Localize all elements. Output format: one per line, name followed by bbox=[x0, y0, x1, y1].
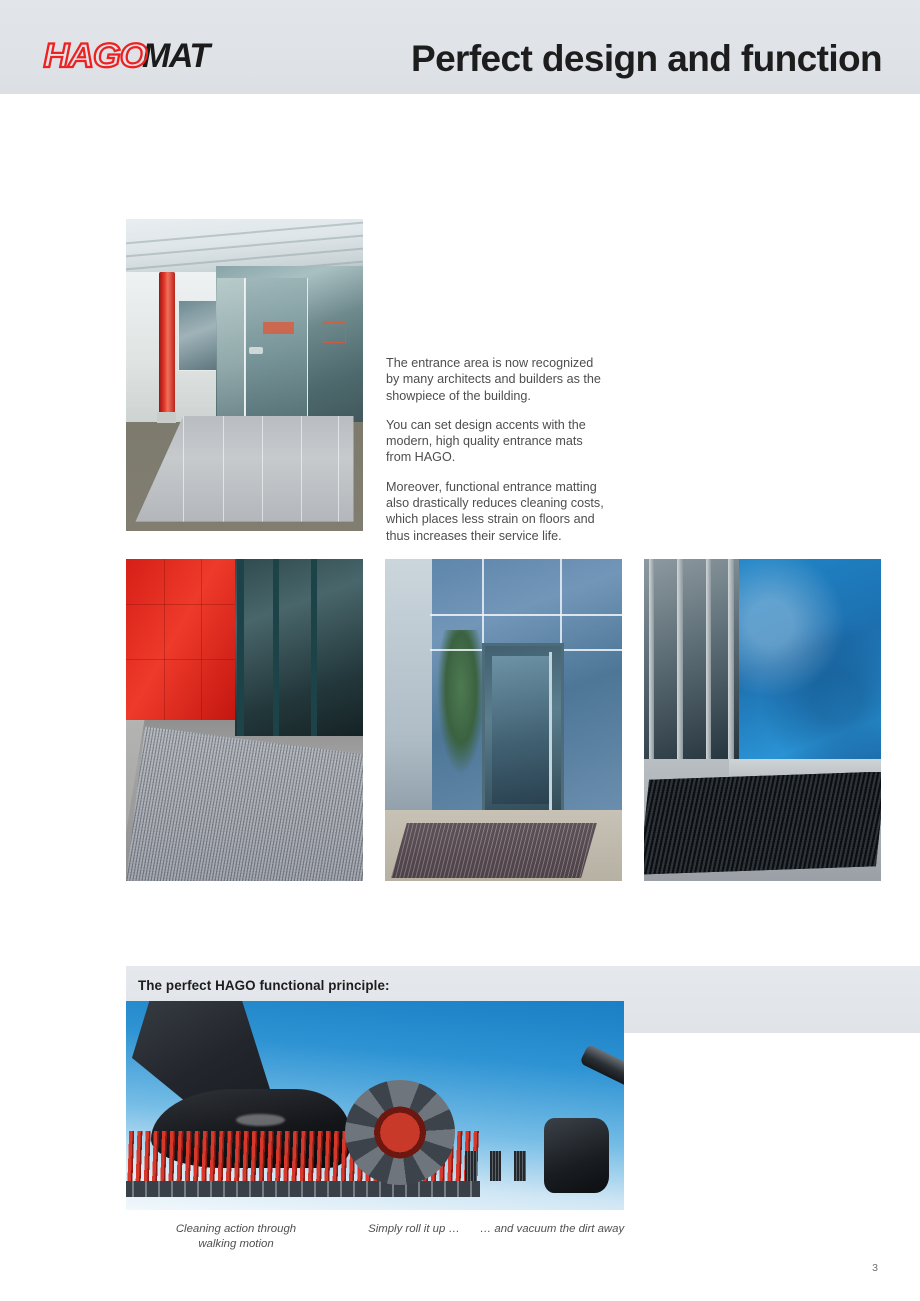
photo-layer-mullion-2 bbox=[273, 559, 279, 736]
photo-layer-door-glazing bbox=[492, 656, 549, 804]
photo-layer-entrance-mat bbox=[391, 823, 596, 878]
principle-title: The perfect HAGO functional principle: bbox=[138, 978, 390, 993]
photo-layer-frame-2 bbox=[677, 559, 683, 778]
hagomat-logo bbox=[43, 37, 209, 75]
photo-layer-glass-front bbox=[235, 559, 363, 736]
photo-blue-door bbox=[385, 559, 622, 881]
page-title: Perfect design and function bbox=[410, 38, 882, 79]
photo-layer-red-pillar bbox=[159, 272, 175, 422]
photo-layer-frame-3 bbox=[706, 559, 712, 778]
photo-layer-mullion-3 bbox=[311, 559, 317, 736]
intro-paragraph-2: You can set design accents with the modern, high quality entrance mats from HAGO. bbox=[386, 417, 586, 465]
photo-layer-door-handle bbox=[249, 347, 263, 354]
photo-layer-notice-frame bbox=[323, 322, 346, 343]
photo-layer-loose-strip-3 bbox=[514, 1151, 526, 1180]
photo-layer-plant bbox=[437, 630, 484, 775]
photo-layer-side-glass bbox=[217, 278, 245, 422]
principle-caption-1: Cleaning action through walking motion bbox=[175, 1223, 297, 1250]
intro-text-block bbox=[386, 355, 608, 544]
photo-layer-rolled-mat bbox=[345, 1080, 455, 1185]
photo-layer-pillar-base bbox=[157, 412, 176, 423]
photo-layer-red-facade bbox=[126, 559, 240, 720]
photo-layer-sliding-door bbox=[644, 559, 739, 778]
intro-paragraph-1: The entrance area is now recognized by many architects and builders as the showpiece of the building. bbox=[386, 356, 601, 403]
principle-caption-3: … and vacuum the dirt away bbox=[479, 1223, 625, 1235]
photo-layer-mullion-1 bbox=[237, 559, 243, 736]
photo-hago-functional-principle bbox=[126, 1001, 624, 1210]
photo-layer-mat-base-profiles bbox=[126, 1181, 480, 1198]
photo-layer-door-sign bbox=[263, 322, 294, 334]
page-header bbox=[0, 0, 920, 94]
logo-hago-text: HAGO bbox=[43, 37, 147, 75]
photo-blue-wall bbox=[644, 559, 881, 881]
photo-layer-open-grid-mat bbox=[644, 772, 881, 875]
photo-entrance-pillar bbox=[126, 219, 363, 531]
principle-captions bbox=[126, 1222, 626, 1256]
logo-mat-text: MAT bbox=[142, 37, 209, 75]
photo-layer-vacuum-nozzle bbox=[544, 1118, 609, 1193]
photo-layer-loose-strip-2 bbox=[490, 1151, 502, 1180]
photo-layer-door-handle bbox=[549, 652, 553, 813]
intro-paragraph-3: Moreover, functional entrance matting also drastically reduces cleaning costs, which places less strain on floors and thus increases their service life. bbox=[386, 479, 604, 543]
photo-layer-loose-strip-1 bbox=[465, 1151, 477, 1180]
page-number: 3 bbox=[872, 1262, 878, 1274]
photo-red-wall bbox=[126, 559, 363, 881]
photo-layer-left-wall bbox=[385, 559, 432, 817]
photo-layer-blue-wall bbox=[734, 559, 881, 772]
photo-layer-frame-4 bbox=[728, 559, 734, 778]
photo-layer-transom-1 bbox=[430, 614, 622, 616]
photo-layer-frame-1 bbox=[649, 559, 655, 778]
photo-layer-window bbox=[178, 300, 220, 371]
principle-caption-2: Simply roll it up … bbox=[368, 1223, 460, 1235]
